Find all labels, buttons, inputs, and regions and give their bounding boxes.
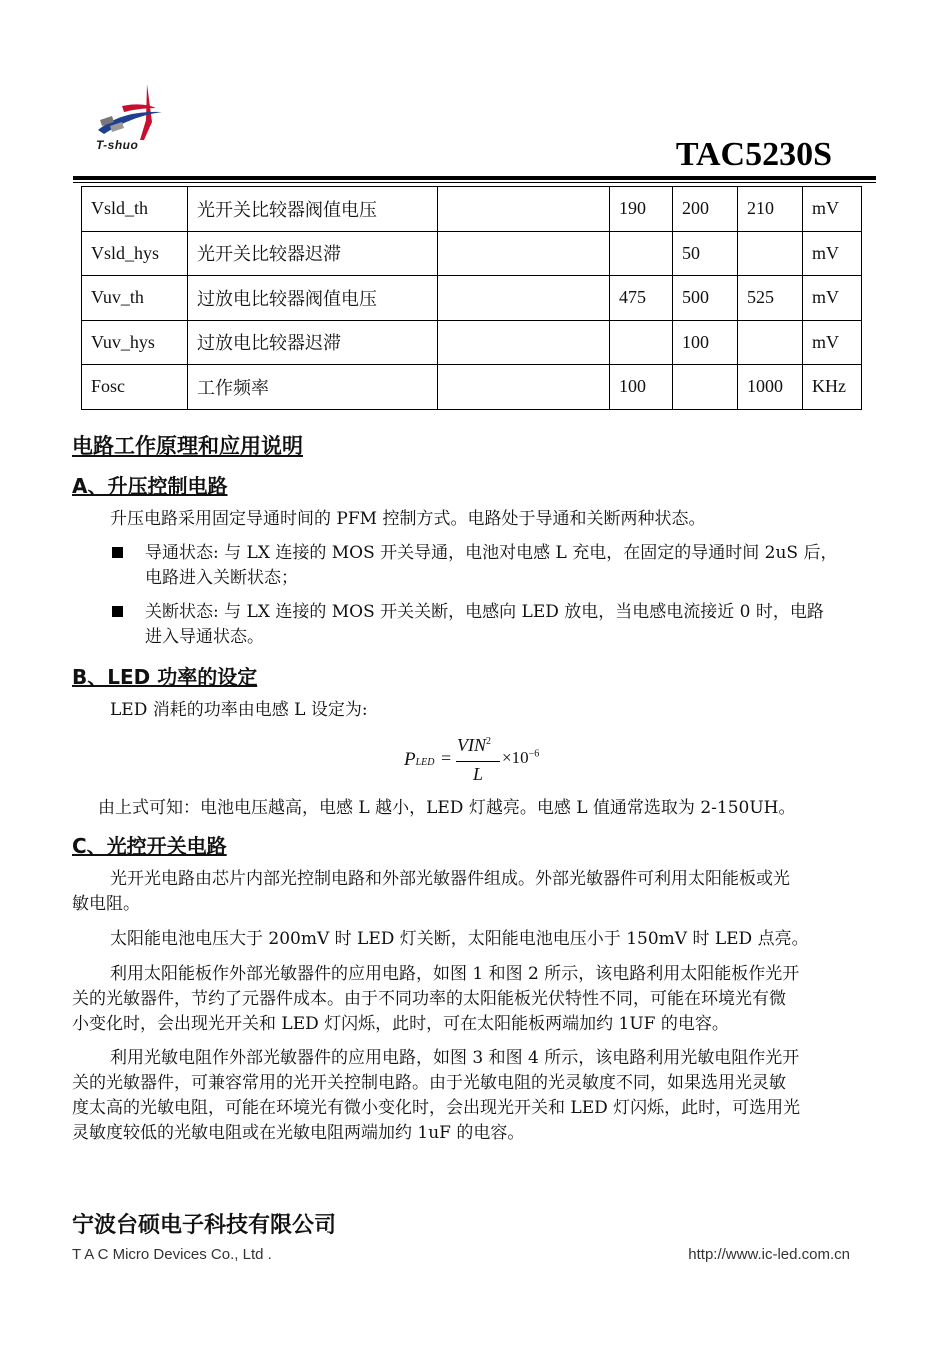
cell-max	[738, 320, 803, 365]
c-p3-line2: 关的光敏器件，节约了元器件成本。由于不同功率的太阳能板光伏特性不同，可能在环境光有微	[72, 989, 786, 1009]
cell-condition	[438, 365, 610, 410]
cell-unit: mV	[803, 276, 862, 321]
table-row	[82, 365, 862, 410]
cell-unit: mV	[803, 231, 862, 276]
spec-table	[81, 186, 862, 410]
cell-symbol: Vsld_th	[82, 187, 188, 232]
cell-typ: 500	[673, 276, 738, 321]
led-power-formula	[404, 735, 564, 787]
formula-numerator: VIN	[457, 735, 486, 755]
formula-p-sub: LED	[415, 757, 435, 768]
c-p1-line2: 敏电阻。	[72, 894, 140, 914]
header-rule	[73, 176, 876, 180]
cell-typ: 200	[673, 187, 738, 232]
formula-multiplier-sup: −6	[528, 748, 540, 760]
cell-symbol: Vuv_th	[82, 276, 188, 321]
c-p3-line3: 小变化时，会出现光开关和 LED 灯闪烁，此时，可在太阳能板两端加约 1UF 的电容。	[72, 1014, 729, 1034]
a-bullet1-line1: 导通状态: 与 LX 连接的 MOS 开关导通，电池对电感 L 充电，在固定的导通时间 2uS 后，	[145, 543, 838, 563]
cell-min: 190	[610, 187, 673, 232]
table-row	[82, 231, 862, 276]
a-bullet1-line2: 电路进入关断状态；	[145, 568, 298, 588]
document-title: TAC5230S	[675, 136, 832, 173]
table-row	[82, 320, 862, 365]
cell-max	[738, 231, 803, 276]
formula-fraction-bar	[456, 761, 500, 762]
cell-min	[610, 320, 673, 365]
cell-typ	[673, 365, 738, 410]
a-bullet2-line2: 进入导通状态。	[145, 627, 264, 647]
footer-company-name: 宁波台硕电子科技有限公司	[72, 1213, 337, 1238]
subsection-c-title: C、光控开关电路	[72, 834, 227, 858]
b-conclusion: 由上式可知：电池电压越高，电感 L 越小，LED 灯越亮。电感 L 值通常选取为 2-150UH。	[98, 798, 796, 818]
c-p2: 太阳能电池电压大于 200mV 时 LED 灯关断，太阳能电池电压小于 150mV 时 LED 点亮。	[110, 929, 809, 949]
cell-min: 100	[610, 365, 673, 410]
footer-company-english: T A C Micro Devices Co., Ltd .	[72, 1246, 272, 1263]
subsection-b-title: B、LED 功率的设定	[72, 665, 258, 689]
cell-name: 光开关比较器阀值电压	[188, 187, 438, 232]
cell-min	[610, 231, 673, 276]
c-p4-line4: 灵敏度较低的光敏电阻或在光敏电阻两端加约 1uF 的电容。	[72, 1123, 525, 1143]
c-p1-line1: 光开光电路由芯片内部光控制电路和外部光敏器件组成。外部光敏器件可利用太阳能板或光	[110, 869, 790, 889]
table-row	[82, 187, 862, 232]
c-p4-line3: 度太高的光敏电阻，可能在环境光有微小变化时，会出现光开关和 LED 灯闪烁，此时，可选用光	[72, 1098, 801, 1118]
cell-symbol: Vsld_hys	[82, 231, 188, 276]
cell-condition	[438, 187, 610, 232]
cell-unit: KHz	[803, 365, 862, 410]
cell-max: 1000	[738, 365, 803, 410]
cell-name: 过放电比较器迟滞	[188, 320, 438, 365]
cell-typ: 100	[673, 320, 738, 365]
cell-condition	[438, 276, 610, 321]
formula-multiplier: ×10	[502, 748, 529, 767]
subsection-a-title: A、升压控制电路	[72, 474, 228, 498]
logo-text: T-shuo	[96, 138, 139, 152]
cell-unit: mV	[803, 320, 862, 365]
cell-max: 210	[738, 187, 803, 232]
cell-condition	[438, 231, 610, 276]
cell-max: 525	[738, 276, 803, 321]
cell-unit: mV	[803, 187, 862, 232]
formula-numerator-sup: 2	[486, 736, 491, 747]
a-bullet2-line1: 关断状态: 与 LX 连接的 MOS 开关关断，电感向 LED 放电，当电感电流接近 0 时，电路	[145, 602, 824, 622]
footer-url-link[interactable]: http://www.ic-led.com.cn	[688, 1246, 850, 1263]
formula-equals: =	[441, 748, 452, 768]
cell-min: 475	[610, 276, 673, 321]
c-p4-line1: 利用光敏电阻作外部光敏器件的应用电路，如图 3 和图 4 所示，该电路利用光敏电阻作光开	[110, 1048, 800, 1068]
cell-typ: 50	[673, 231, 738, 276]
cell-symbol: Fosc	[82, 365, 188, 410]
formula-p: P	[404, 749, 416, 770]
c-p4-line2: 关的光敏器件，可兼容常用的光开关控制电路。由于光敏电阻的光灵敏度不同，如果选用光灵敏	[72, 1073, 786, 1093]
cell-symbol: Vuv_hys	[82, 320, 188, 365]
formula-denominator: L	[473, 764, 484, 784]
bullet-square-icon	[112, 547, 123, 558]
cell-name: 过放电比较器阀值电压	[188, 276, 438, 321]
bullet-square-icon	[112, 606, 123, 617]
table-row	[82, 276, 862, 321]
c-p3-line1: 利用太阳能板作外部光敏器件的应用电路，如图 1 和图 2 所示，该电路利用太阳能板作光开	[110, 964, 800, 984]
b-intro: LED 消耗的功率由电感 L 设定为:	[110, 700, 368, 720]
a-intro: 升压电路采用固定导通时间的 PFM 控制方式。电路处于导通和关断两种状态。	[110, 509, 706, 529]
header-rule-thin	[73, 182, 876, 183]
cell-name: 工作频率	[188, 365, 438, 410]
section-title: 电路工作原理和应用说明	[72, 434, 303, 458]
cell-name: 光开关比较器迟滞	[188, 231, 438, 276]
cell-condition	[438, 320, 610, 365]
